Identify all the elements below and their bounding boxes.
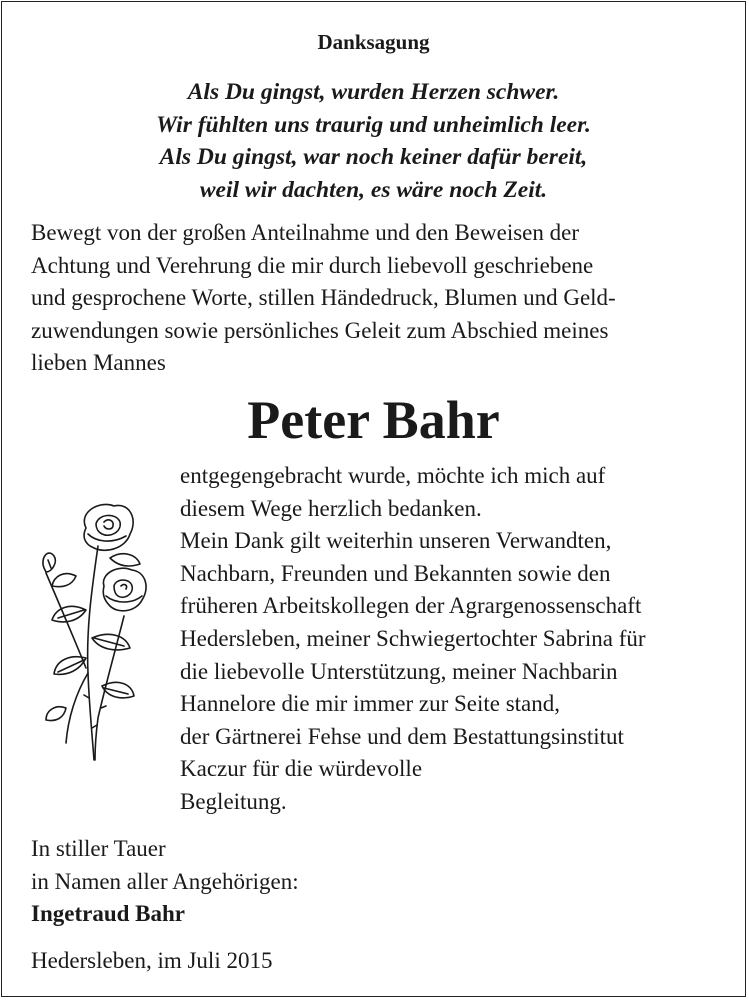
body-line: diesem Wege herzlich bedanken. [180, 495, 482, 521]
intro-line: Achtung und Verehrung die mir durch liebevoll geschriebene [31, 252, 594, 278]
poem [0, 76, 747, 206]
body-paragraph [180, 460, 720, 819]
deceased-name: Peter Bahr [247, 390, 500, 450]
heading: Danksagung [317, 30, 430, 54]
body-line: Mein Dank gilt weiterhin unseren Verwandten, [180, 528, 612, 554]
poem-line: Als Du gingst, war noch keiner dafür bereit, [159, 144, 588, 170]
poem-line: Wir fühlten uns traurig und unheimlich leer. [156, 111, 591, 138]
body-line: Hedersleben, meiner Schwiegertochter Sabrina für [180, 625, 646, 651]
body-line: Kaczur für die würdevolle [180, 756, 423, 782]
signoff [31, 833, 531, 931]
intro-line: zuwendungen sowie persönliches Geleit zum Abschied meines [31, 317, 609, 343]
body-line: Nachbarn, Freunden und Bekannten sowie den [180, 560, 611, 586]
signer-name: Ingetraud Bahr [31, 901, 185, 926]
body-line: entgegengebracht wurde, möchte ich mich auf [180, 463, 606, 488]
body-line: Begleitung. [180, 788, 287, 814]
signoff-line: in Namen aller Angehörigen: [31, 868, 299, 894]
rose-icon [26, 498, 166, 768]
poem-line: Als Du gingst, wurden Herzen schwer. [187, 79, 560, 105]
intro-paragraph [31, 217, 721, 380]
place-date: Hedersleben, im Juli 2015 [31, 948, 273, 973]
intro-line: und gesprochene Worte, stillen Händedruck, Blumen und Geld- [31, 285, 616, 310]
intro-line: lieben Mannes [31, 350, 166, 375]
body-line: früheren Arbeitskollegen der Agrargenossenschaft [180, 593, 642, 619]
signoff-line: In stiller Tauer [31, 836, 166, 861]
body-line: Hannelore die mir immer zur Seite stand, [180, 691, 561, 717]
body-line: der Gärtnerei Fehse und dem Bestattungsinstitut [180, 723, 624, 749]
intro-line: Bewegt von der großen Anteilnahme und den Beweisen der [31, 220, 580, 245]
poem-line: weil wir dachten, es wäre noch Zeit. [199, 176, 548, 203]
body-line: die liebevolle Unterstützung, meiner Nachbarin [180, 658, 618, 684]
